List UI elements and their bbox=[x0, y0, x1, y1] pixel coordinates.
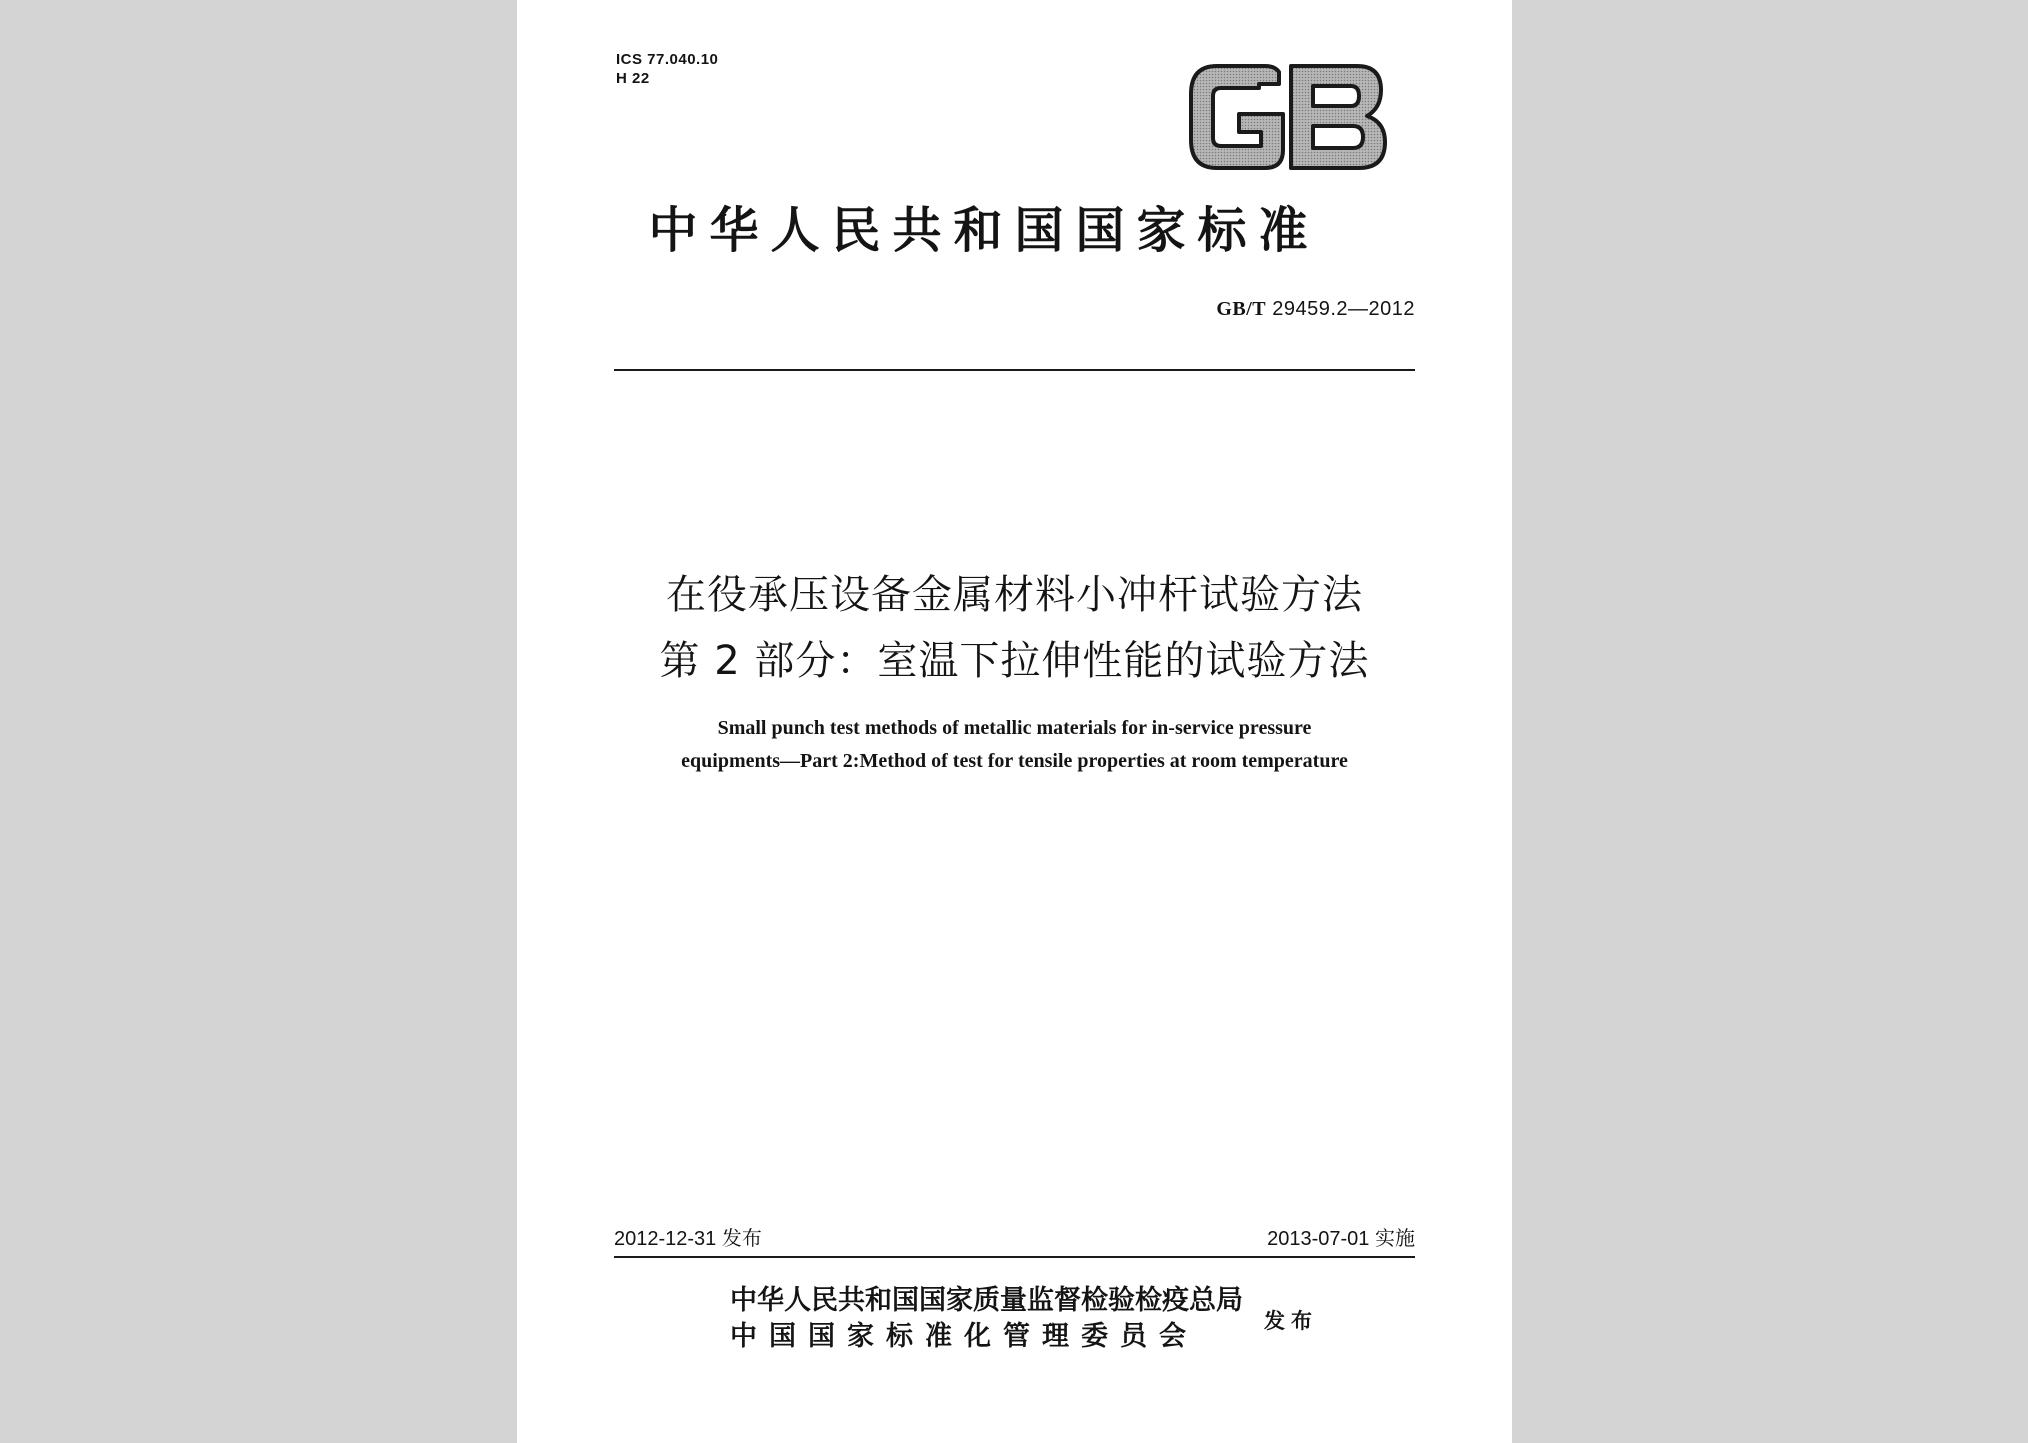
date-row bbox=[614, 1224, 1415, 1254]
english-title-line-1: Small punch test methods of metallic materials for in-service pressure bbox=[717, 717, 1312, 739]
document-page bbox=[517, 0, 1512, 1443]
chinese-title-line-2: 第 2 部分：室温下拉伸性能的试验方法 bbox=[659, 638, 1370, 684]
standard-number bbox=[1216, 298, 1415, 321]
header-divider bbox=[614, 369, 1415, 371]
standard-prefix: GB/T bbox=[1216, 298, 1267, 320]
footer-divider bbox=[614, 1256, 1415, 1258]
gb-logo bbox=[1187, 64, 1387, 170]
publish-label: 发布 bbox=[1264, 1309, 1318, 1333]
implementation-date: 2013-07-01 实施 bbox=[1267, 1228, 1415, 1250]
english-title bbox=[517, 712, 1512, 778]
ics-code: ICS 77.040.10 bbox=[616, 51, 719, 68]
national-standard-heading: 中华人民共和国国家标准 bbox=[648, 202, 1320, 259]
standard-code: 29459.2—2012 bbox=[1272, 298, 1415, 320]
english-title-line-2: equipments—Part 2:Method of test for tensile properties at room temperature bbox=[681, 750, 1348, 772]
issuing-authorities bbox=[730, 1283, 1243, 1355]
ccs-code: H 22 bbox=[616, 70, 650, 87]
issue-date: 2012-12-31 发布 bbox=[614, 1228, 762, 1250]
classification-codes bbox=[616, 50, 718, 88]
chinese-title bbox=[517, 562, 1512, 694]
issuer-aqsiq: 中华人民共和国国家质量监督检验检疫总局 bbox=[730, 1285, 1243, 1316]
chinese-title-line-1: 在役承压设备金属材料小冲杆试验方法 bbox=[666, 572, 1363, 618]
issuer-sac: 中国国家标准化管理委员会 bbox=[730, 1321, 1198, 1352]
